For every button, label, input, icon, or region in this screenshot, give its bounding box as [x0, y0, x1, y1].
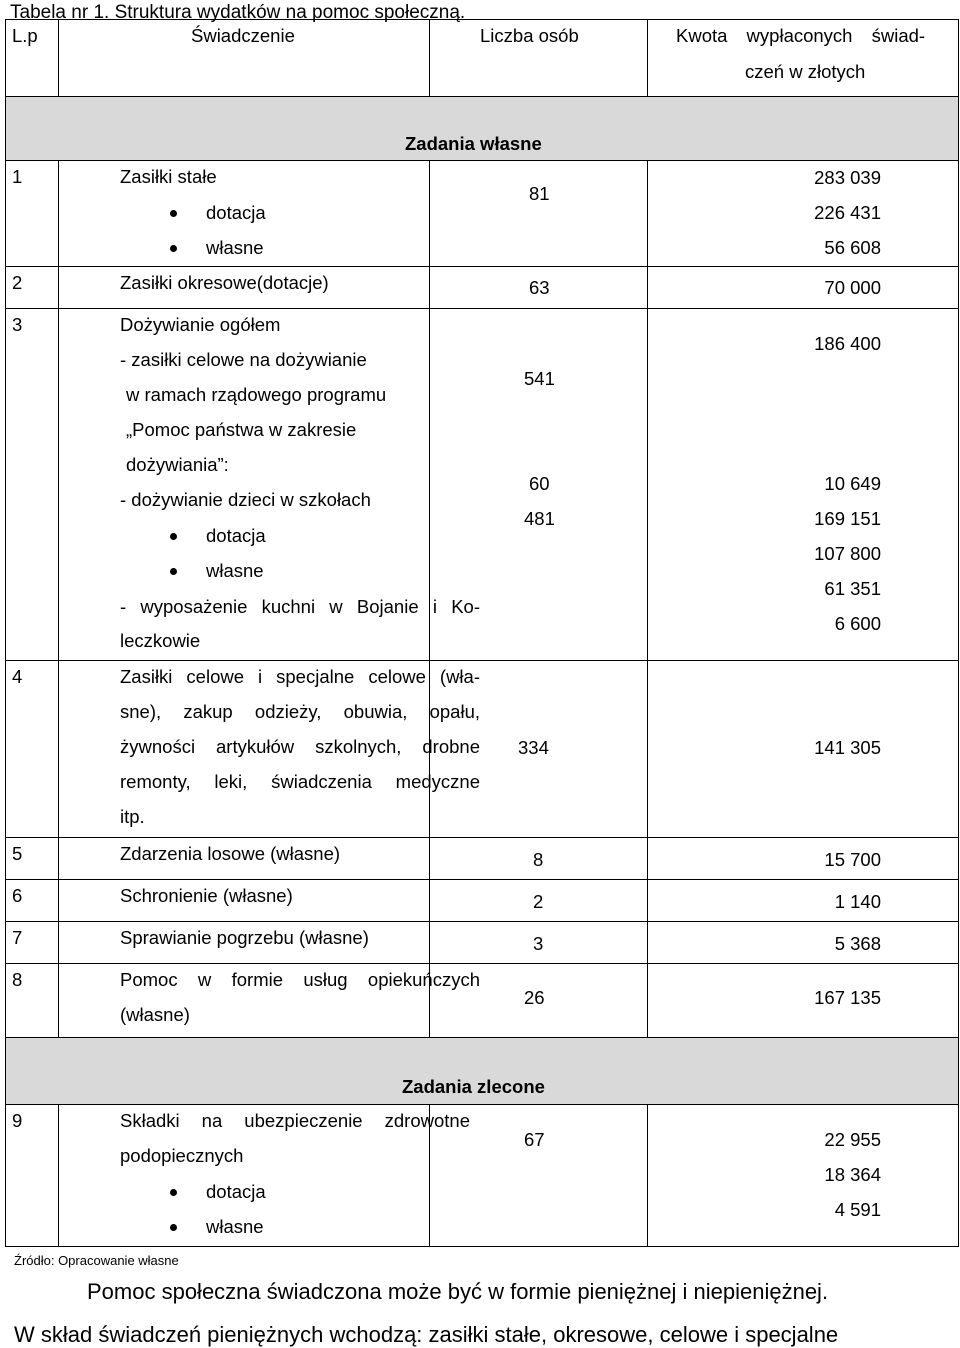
header-benefit [59, 20, 430, 97]
row9-sub2: własne [206, 1216, 264, 1237]
table-row-1 [6, 161, 959, 267]
table-row-9 [6, 1105, 959, 1247]
row8-persons: 26 [524, 987, 545, 1008]
section-commissioned-row [6, 1038, 959, 1105]
row4-line1: Zasiłki celowe i specjalne celowe (wła- [120, 666, 480, 687]
row3-line4: „Pomoc państwa w zakresie [126, 419, 357, 440]
row1-amount2: 56 608 [824, 237, 881, 258]
header-lp [6, 20, 59, 97]
paragraph-line-2: W skład świadczeń pieniężnych wchodzą: zasiłki stałe, okresowe, celowe i specjalne [14, 1322, 839, 1347]
row3-line10: leczkowie [120, 630, 201, 651]
row7-persons: 3 [533, 933, 544, 954]
row1-sub1: dotacja [206, 202, 266, 223]
row3-persons-a: 541 [524, 368, 555, 389]
header-amount [648, 20, 959, 97]
row1-name: Zasiłki stałe [120, 166, 217, 187]
expenditure-table [5, 19, 959, 1247]
section-own-row [6, 97, 959, 161]
row3-no: 3 [12, 314, 23, 335]
row3-line7: dotacja [206, 525, 266, 546]
row6-no: 6 [12, 885, 23, 906]
row4-line2: sne), zakup odzieży, obuwia, opału, [120, 701, 480, 722]
header-amount-line2: czeń w złotych [745, 61, 866, 82]
table-row-3 [6, 309, 959, 661]
section-commissioned-cell [6, 1038, 959, 1105]
row3-line5: dożywiania”: [126, 454, 229, 475]
row9-amount1: 18 364 [824, 1164, 881, 1185]
row1-sub2: własne [206, 237, 264, 258]
row2-amount: 70 000 [824, 277, 881, 298]
row9-no: 9 [12, 1110, 23, 1131]
row2-persons: 63 [529, 277, 550, 298]
table-row-5 [6, 838, 959, 880]
row3-amount-f: 6 600 [834, 613, 881, 634]
row1-persons: 81 [529, 183, 550, 204]
paragraph-line-1: Pomoc społeczna świadczona może być w formie pieniężnej i niepieniężnej. [87, 1279, 829, 1304]
row1-no: 1 [12, 166, 23, 187]
row3-persons-b: 60 [529, 473, 550, 494]
row5-amount: 15 700 [824, 849, 881, 870]
row3-amount-b: 10 649 [824, 473, 881, 494]
row2-no: 2 [12, 272, 23, 293]
row3-amount-c: 169 151 [814, 508, 881, 529]
row4-line4: remonty, leki, świadczenia medyczne [120, 771, 480, 792]
row7-amount: 5 368 [834, 933, 881, 954]
row7-no: 7 [12, 927, 23, 948]
row9-amount: 22 955 [824, 1129, 881, 1150]
row3-amount-a: 186 400 [814, 333, 881, 354]
source-note: Źródło: Opracowanie własne [14, 1253, 179, 1268]
row4-no: 4 [12, 666, 23, 687]
row3-line2: - zasiłki celowe na dożywianie [120, 349, 367, 370]
table-row-8 [6, 964, 959, 1038]
section-own-cell [6, 97, 959, 161]
row1-amount1: 226 431 [814, 202, 881, 223]
row5-name: Zdarzenia losowe (własne) [120, 843, 341, 864]
row3-line9: - wyposażenie kuchni w Bojanie i Ko- [120, 596, 480, 617]
row8-amount: 167 135 [814, 987, 881, 1008]
row6-name: Schronienie (własne) [120, 885, 293, 906]
row3-line8: własne [206, 560, 264, 581]
row4-persons: 334 [518, 737, 549, 758]
row8-line2: (własne) [120, 1004, 190, 1025]
row9-persons: 67 [524, 1129, 545, 1150]
table-row-2 [6, 267, 959, 309]
header-benefit-label: Świadczenie [191, 25, 295, 46]
row3-persons-c: 481 [524, 508, 555, 529]
row9-amount2: 4 591 [834, 1199, 881, 1220]
table-caption: Tabela nr 1. Struktura wydatków na pomoc społeczną. [10, 2, 466, 23]
row8-no: 8 [12, 969, 23, 990]
header-persons-label: Liczba osób [480, 25, 579, 46]
row3-amount-e: 61 351 [824, 578, 881, 599]
header-lp-label: L.p [12, 25, 38, 46]
header-row [6, 20, 959, 97]
row4-amount: 141 305 [814, 737, 881, 758]
row9-sub1: dotacja [206, 1181, 266, 1202]
row5-persons: 8 [533, 849, 544, 870]
table-row-4 [6, 661, 959, 838]
table-row-7 [6, 922, 959, 964]
row9-line2: podopiecznych [120, 1145, 244, 1166]
row4-line3: żywności artykułów szkolnych, drobne [120, 736, 480, 757]
row7-name: Sprawianie pogrzebu (własne) [120, 927, 369, 948]
row9-line1: Składki na ubezpieczenie zdrowotne [120, 1110, 470, 1131]
header-persons [430, 20, 648, 97]
row3-amount-d: 107 800 [814, 543, 881, 564]
row2-name: Zasiłki okresowe(dotacje) [120, 272, 329, 293]
row3-line6: - dożywianie dzieci w szkołach [120, 489, 371, 510]
row3-line1: Dożywianie ogółem [120, 314, 281, 335]
row6-persons: 2 [533, 891, 544, 912]
section-commissioned-title: Zadania zlecone [402, 1076, 545, 1097]
header-amount-line1: Kwota wypłaconych świad- [676, 25, 926, 46]
table-row-6 [6, 880, 959, 922]
row5-no: 5 [12, 843, 23, 864]
row8-line1: Pomoc w formie usług opiekuńczych [120, 969, 480, 990]
row4-line5: itp. [120, 806, 145, 827]
row3-line3: w ramach rządowego programu [126, 384, 387, 405]
row1-amount: 283 039 [814, 167, 881, 188]
row6-amount: 1 140 [834, 891, 881, 912]
section-own-title: Zadania własne [405, 133, 542, 154]
